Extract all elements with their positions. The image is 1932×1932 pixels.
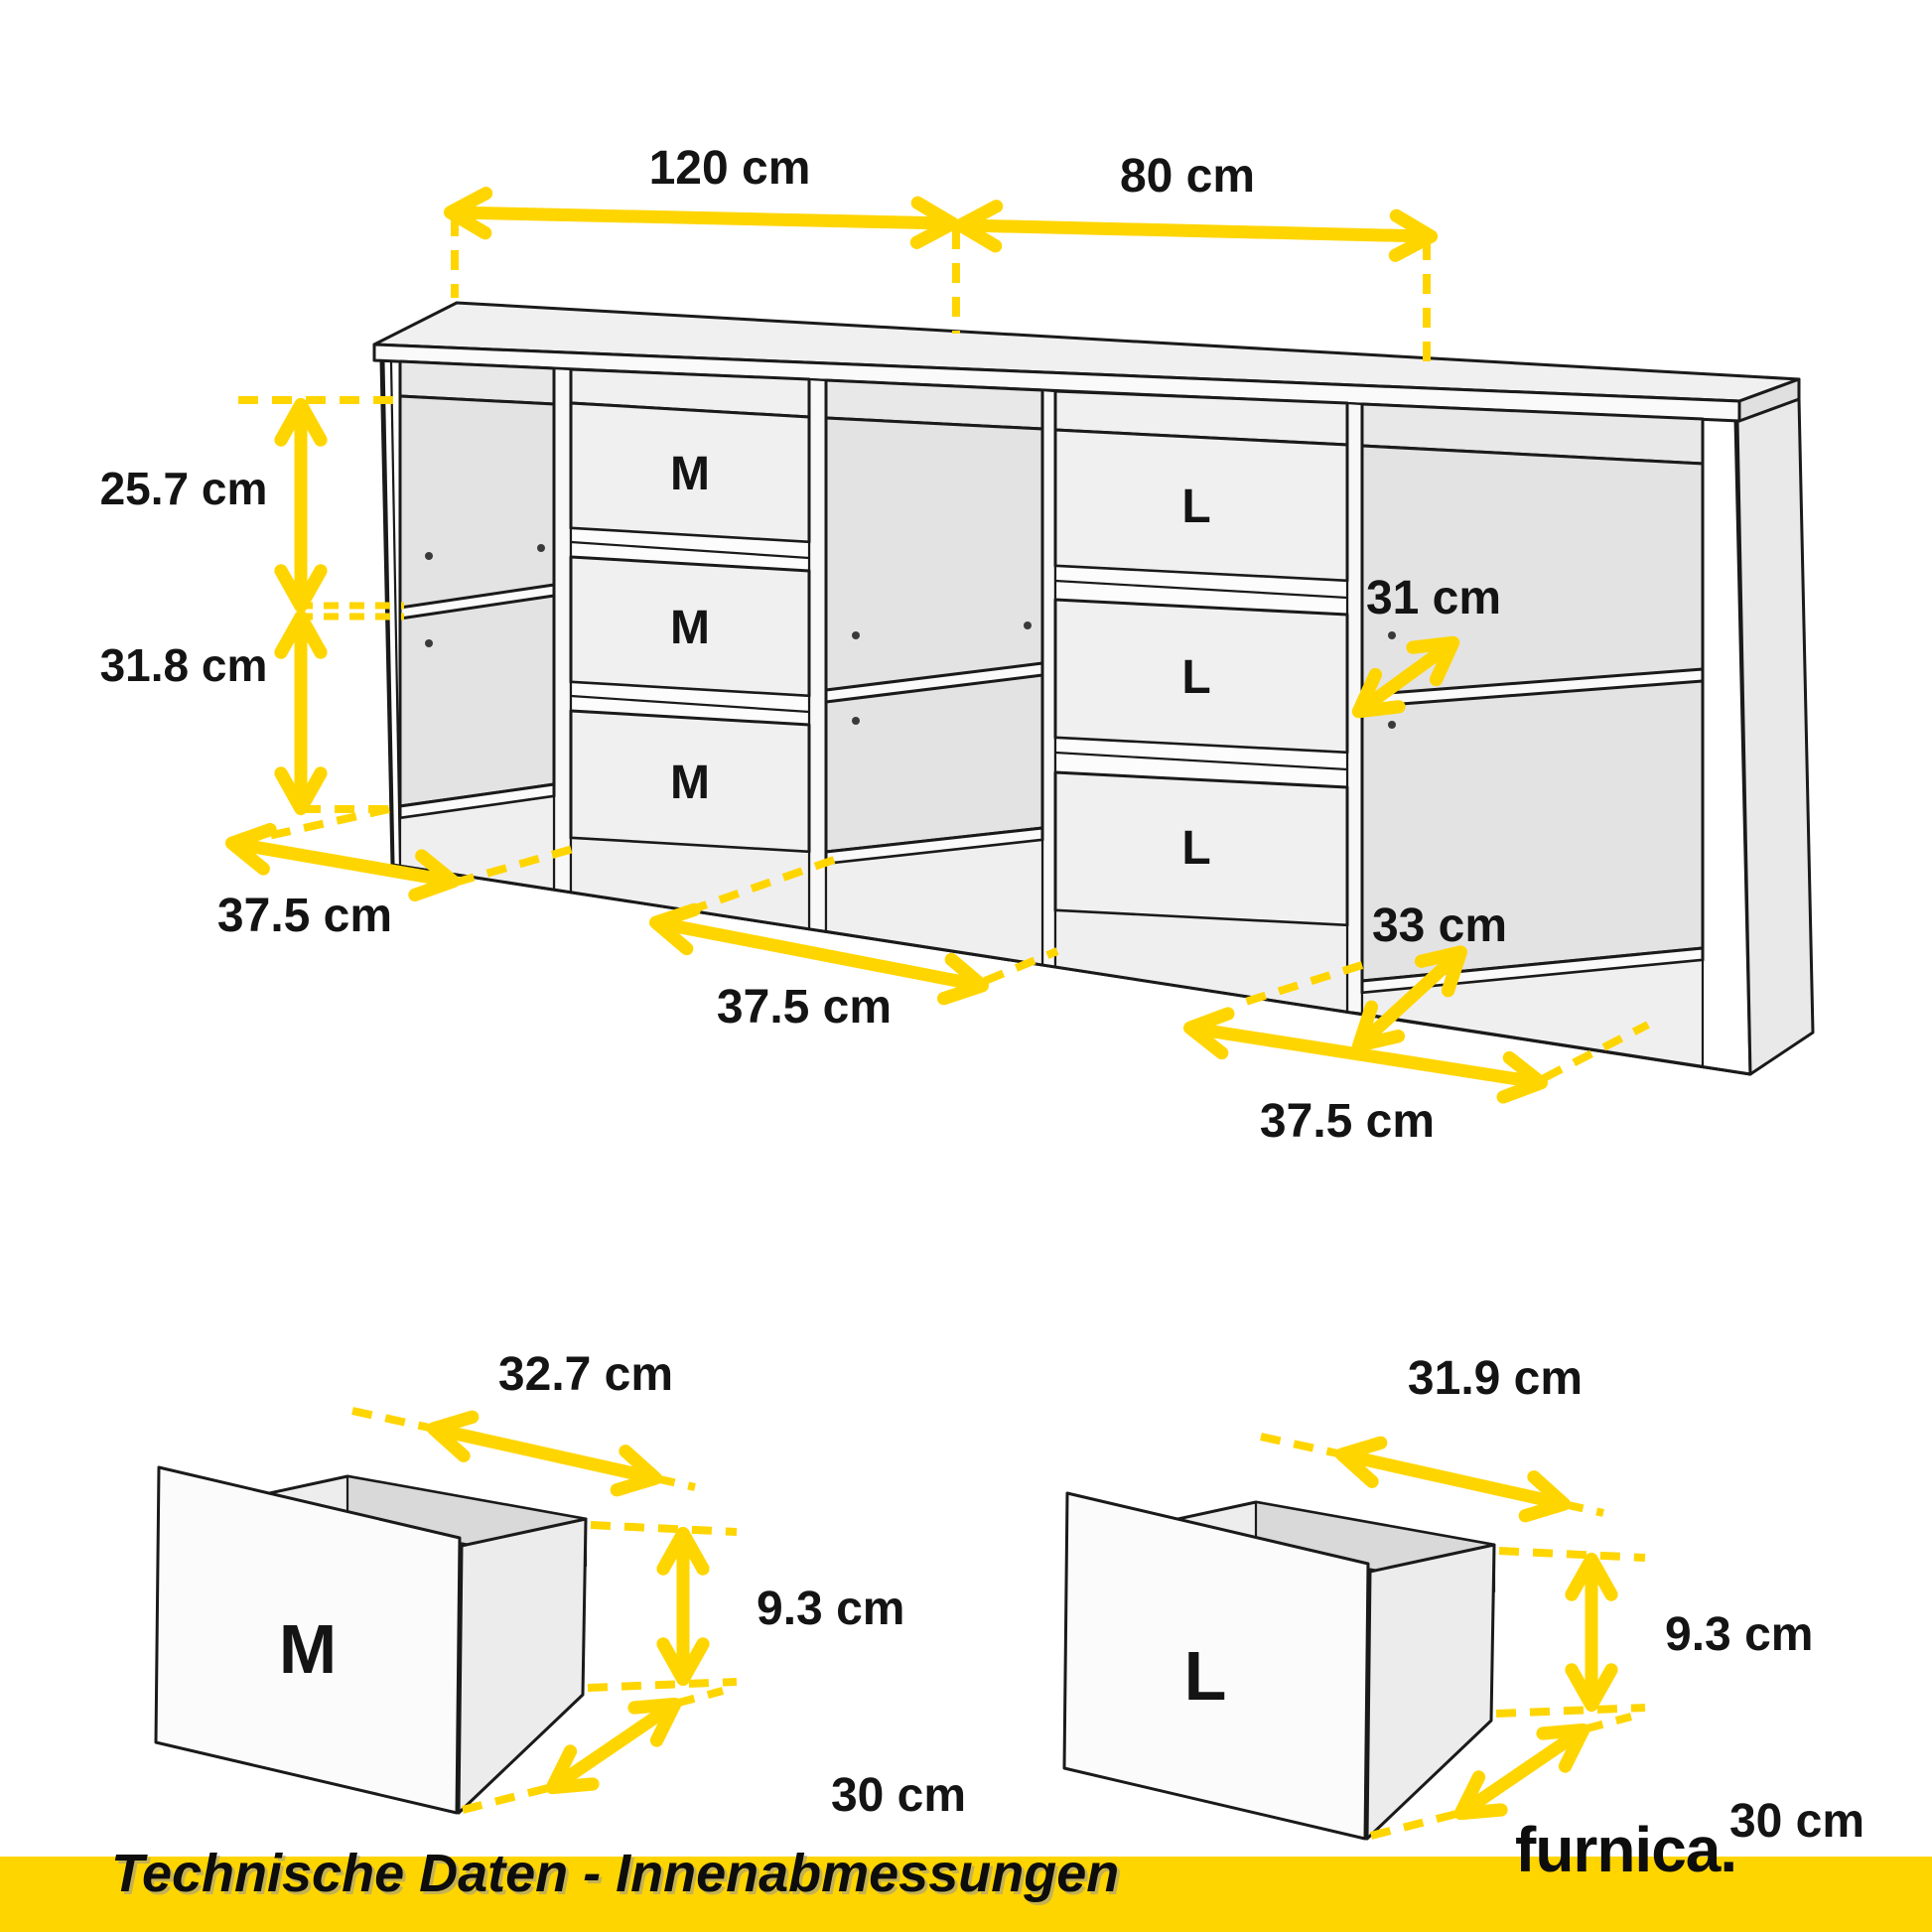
cabinet-right-side-panel: [1737, 399, 1813, 1074]
footer-title: Technische Daten - Innenabmessungen: [111, 1844, 1120, 1903]
drawer-column-l: [1055, 430, 1347, 1012]
drawer-column-m: [571, 403, 809, 929]
detail-l-label: L: [1183, 1637, 1227, 1715]
dim-depth-right: 37.5 cm: [1259, 1095, 1436, 1148]
dim-left-lower-height: 31.8 cm: [99, 639, 268, 691]
dim-depth-middle: 37.5 cm: [716, 981, 893, 1034]
compartment-middle: [826, 418, 1042, 965]
compartment-left: [400, 396, 554, 890]
dim-shelf-upper: 31 cm: [1365, 572, 1502, 624]
detail-l-depth: 30 cm: [1728, 1795, 1865, 1848]
detail-m-width: 32.7 cm: [497, 1348, 674, 1401]
dimension-left-heights: [100, 400, 404, 809]
detail-m-depth: 30 cm: [830, 1769, 967, 1822]
compartment-right: [1362, 446, 1703, 1066]
dim-top-width-right: 80 cm: [1119, 150, 1256, 203]
drawer-l3-label: L: [1181, 822, 1211, 875]
dim-top-width-left: 120 cm: [648, 142, 811, 195]
dim-shelf-lower: 33 cm: [1371, 899, 1508, 952]
drawer-m3-label: M: [670, 757, 710, 809]
drawer-l2-label: L: [1181, 651, 1211, 704]
drawer-l1-label: L: [1181, 481, 1211, 533]
dim-left-upper-height: 25.7 cm: [99, 463, 268, 514]
detail-m-height: 9.3 cm: [757, 1583, 905, 1635]
drawer-m1-label: M: [670, 448, 710, 500]
detail-l-height: 9.3 cm: [1665, 1608, 1814, 1661]
brand-logo: furnica.: [1515, 1814, 1737, 1885]
drawer-detail-l: [1064, 1352, 1864, 1848]
drawer-detail-m: [156, 1348, 966, 1822]
detail-m-label: M: [278, 1610, 338, 1688]
detail-l-width: 31.9 cm: [1407, 1352, 1584, 1405]
cabinet-drawing: [374, 303, 1813, 1074]
dim-depth-left: 37.5 cm: [216, 890, 393, 942]
drawer-m2-label: M: [670, 602, 710, 654]
